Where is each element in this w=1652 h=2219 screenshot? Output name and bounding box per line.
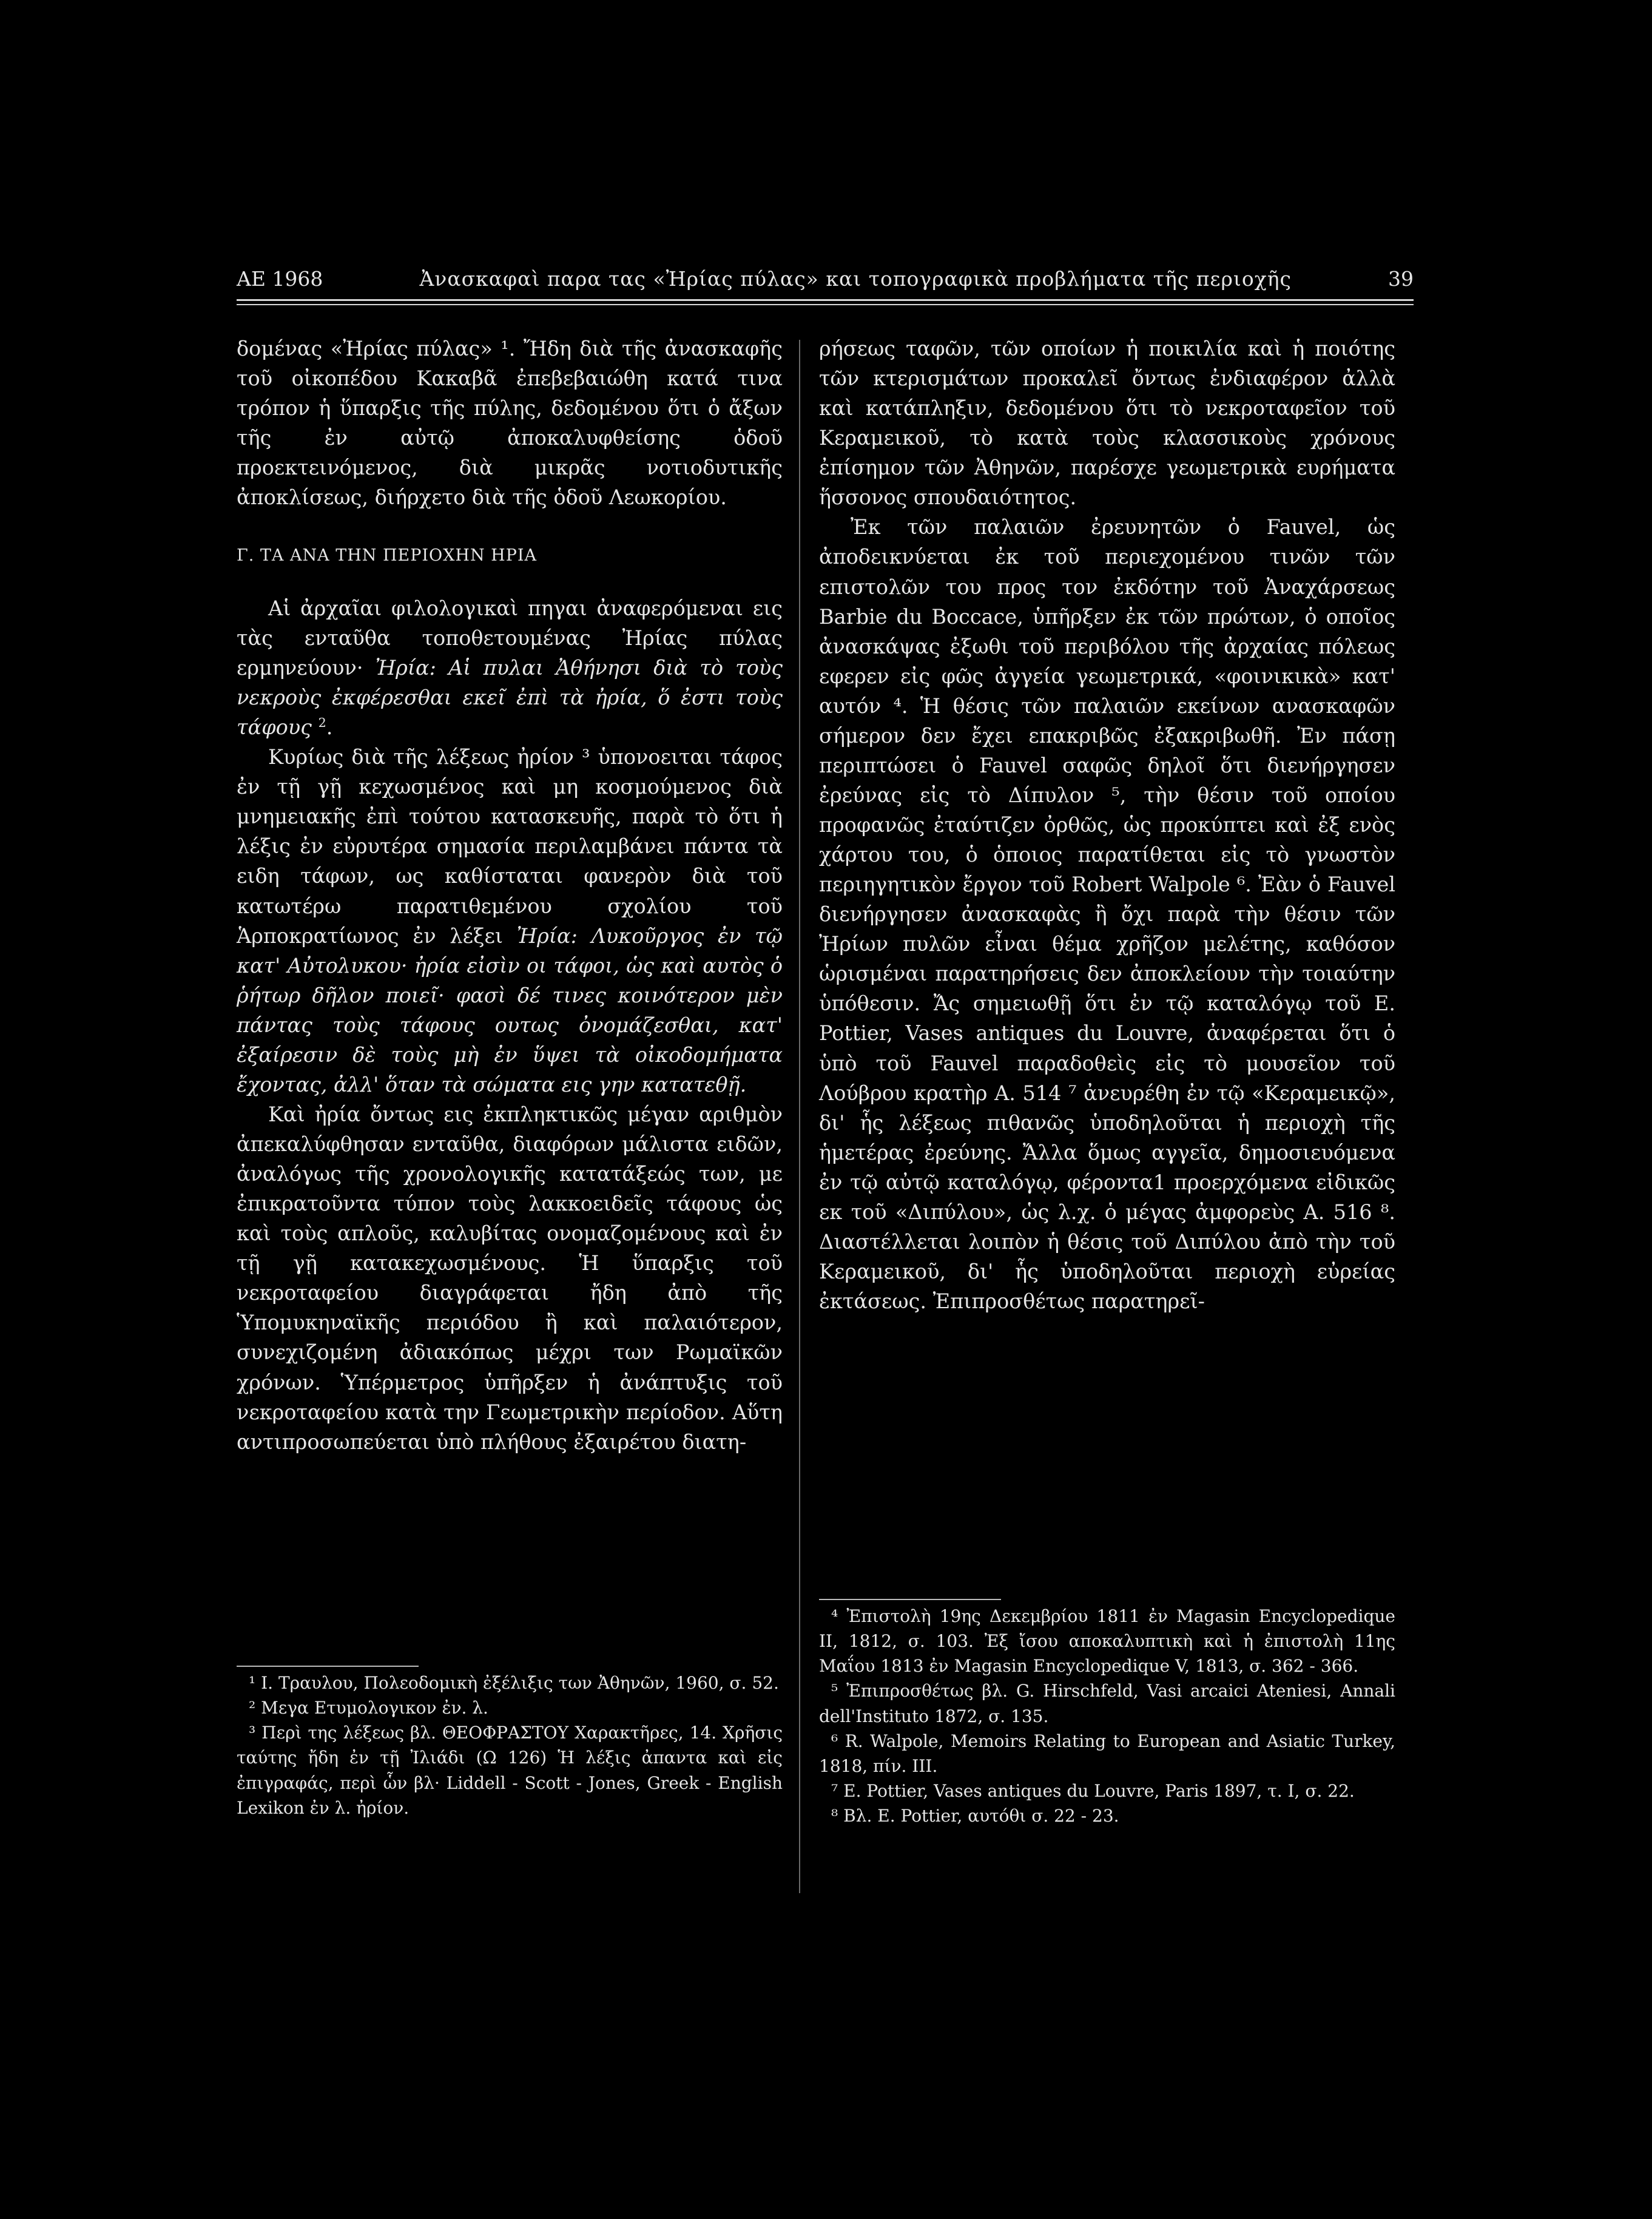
left-paragraph-3-quote: Ἠρία: Λυκοῦργος ἐν τῷ κατ' Αὐτολυκου· ἠρία εἰσὶν οι τάφοι, ὡς καὶ αυτὸς ὁ ῥήτωρ δῆλον ποιεῖ· φασὶ δέ τινες κοινότερον μὲν πάντας τοὺς τάφους ουτως ὀνομάζεσθαι, κατ' ἐξαίρεσιν δὲ τοὺς μὴ ἐν ὕψει τὰ οἰκοδομήματα ἔχοντας, ἀλλ' ὅταν τὰ σώματα εις γην κατατεθῇ. [237,924,783,1096]
footnote-7: ⁷ E. Pottier, Vases antiques du Louvre, Paris 1897, τ. I, σ. 22. [831,1781,1355,1802]
left-footnotes [237,1666,783,1820]
header-double-rule [237,304,1414,305]
footnote-rule [237,1666,419,1667]
right-column [819,334,1395,1316]
running-header [237,267,1414,301]
footnote-2: ² Μεγα Ετυμολογικον ἐν. λ. [249,1698,488,1718]
left-paragraph-2: Αἱ ἀρχαῖαι φιλολογικαὶ πηγαι ἀναφερόμεναι εις τὰς ενταῦθα τοποθετουμένας Ἠρίας πύλας ερμηνεύουν· Ἠρία: Αἱ πυλαι Ἀθήνησι διὰ τὸ τοὺς νεκροὺς ἐκφέρεσθαι εκεῖ ἐπὶ τὰ ἠρία, ὅ ἐστι τοὺς τάφους $^2$. [237,596,783,740]
left-paragraph-3 [237,742,783,1099]
left-paragraph-3-text: Κυρίως διὰ τῆς λέξεως ἠρίον ³ ὑπονοειται τάφος ἐν τῇ γῇ κεχωσμένος καὶ μη κοσμούμενος διὰ μνημειακῆς ἐπὶ τούτου κατασκευῆς, παρὰ τὸ ὅτι ἡ λέξις ἐν εὐρυτέρα σημασία περιλαμβάνει πάντα τὰ ειδη τάφων, ως καθίσταται φανερὸν διὰ τοῦ κατωτέρω παρατιθεμένου σχολίου τοῦ Ἁρποκρατίωνος ἐν λέξει [237,745,783,948]
footnote-4: ⁴ Ἐπιστολὴ 19ης Δεκεμβρίου 1811 ἐν Magasin Encyclopedique II, 1812, σ. 103. Ἐξ ἴσου αποκαλυπτικὴ καὶ ἡ ἐπιστολὴ 11ης Μαΐου 1813 ἐν Magasin Encyclopedique V, 1813, σ. 362 - 366. [819,1606,1395,1677]
left-column [237,334,783,1457]
left-paragraph-4: Καὶ ἠρία ὄντως εις ἐκπληκτικῶς μέγαν αριθμὸν ἀπεκαλύφθησαν ενταῦθα, διαφόρων μάλιστα ειδῶν, ἀναλόγως τῆς χρονολογικῆς κατατάξεώς των, με ἐπικρατοῦντα τύπον τοὺς λακκοειδεῖς τάφους ὡς καὶ τοὺς απλοῦς, καλυβίτας ονομαζομένους καὶ ἐν τῇ γῇ κατακεχωσμένους. Ἡ ὕπαρξις τοῦ νεκροταφείου διαγράφεται ἤδη ἀπὸ τῆς Ὑπομυκηναϊκῆς περιόδου ἢ καὶ παλαιότερον, συνεχιζομένη ἀδιακόπως μέχρι των Ρωμαϊκῶν χρόνων. Ὑπέρμετρος ὑπῆρξεν ἡ ἀνάπτυξις τοῦ νεκροταφείου κατὰ την Γεωμετρικὴν περίοδον. Αὕτη αντιπροσωπεύεται ὑπὸ πλήθους ἐξαιρέτου διατη- [237,1102,783,1454]
left-paragraph-1: δομένας «Ἠρίας πύλας» ¹. Ἤδη διὰ τῆς ἀνασκαφῆς τοῦ οἰκοπέδου Κακαβᾶ ἐπεβεβαιώθη κατά τινα τρόπον ἡ ὕπαρξις τῆς πύλης, δεδομένου ὅτι ὁ ἄξων τῆς ἐν αὐτῷ ἀποκαλυφθείσης ὁδοῦ προεκτεινόμενος, διὰ μικρᾶς νοτιοδυτικῆς ἀποκλίσεως, διήρχετο διὰ τῆς ὁδοῦ Λεωκορίου. [237,337,783,510]
footnote-6: ⁶ R. Walpole, Memoirs Relating to European and Asiatic Turkey, 1818, πίν. III. [819,1731,1395,1776]
footnote-ref-2: 2 [318,715,326,731]
right-paragraph-2: Ἐκ τῶν παλαιῶν ἐρευνητῶν ὁ Fauvel, ὡς ἀποδεικνύεται ἐκ τοῦ περιεχομένου τινῶν τῶν επιστολῶν του προς τον ἐκδότην τοῦ Ἀναχάρσεως Barbie du Boccace, ὑπῆρξεν ἐκ τῶν πρώτων, ὁ οποῖος ἀνασκάψας ἐξωθι τοῦ περιβόλου τῆς ἀρχαίας πόλεως εφερεν εἰς φῶς ἀγγεία γεωμετρικά, «φοινικικὰ» κατ' αυτόν ⁴. Ἡ θέσις τῶν παλαιῶν εκείνων ανασκαφῶν σήμερον δεν ἔχει επακριβῶς ἐξακριβωθῆ. Ἐν πάσῃ περιπτώσει ὁ Fauvel σαφῶς δηλοῖ ὅτι διενήργησεν ἐρεύνας εἰς τὸ Δίπυλον ⁵, τὴν θέσιν τοῦ οποίου προφανῶς ἐταύτιζεν ὀρθῶς, ὡς προκύπτει καὶ ἐξ ενὸς χάρτου του, ὁ ὁποιος παρατίθεται εἰς τὸ γνωστὸν περιηγητικὸν ἔργον τοῦ Robert Walpole ⁶. Ἐὰν ὁ Fauvel διενήργησεν ἀνασκαφὰς ἢ ὄχι παρὰ τὴν θέσιν τῶν Ἠρίων πυλῶν εἶναι θέμα χρῆζον μελέτης, καθόσον ὡρισμέναι παρατηρήσεις δεν ἀποκλείουν τὴν τοιαύτην ὑπόθεσιν. Ἄς σημειωθῇ ὅτι ἐν τῷ καταλόγῳ τοῦ E. Pottier, Vases antiques du Louvre, ἀναφέρεται ὅτι ὁ ὑπὸ τοῦ Fauvel παραδοθεὶς εἰς τὸ μουσεῖον τοῦ Λούβρου κρατὴρ A. 514 ⁷ ἀνευρέθη ἐν τῷ «Κεραμεικῷ», δι' ἧς λέξεως πιθανῶς ὑποδηλοῦται ἡ περιοχὴ τῆς ἡμετέρας ἐρεύνης. Ἄλλα ὅμως αγγεῖα, δημοσιευόμενα ἐν τῷ αὐτῷ καταλόγῳ, φέροντα1 προερχόμενα εἰδικῶς εκ τοῦ «Διπύλου», ὡς λ.χ. ὁ μέγας ἀμφορεὺς A. 516 ⁸. Διαστέλλεται λοιπὸν ἡ θέσις τοῦ Διπύλου ἀπὸ τὴν τοῦ Κεραμεικοῦ, δι' ἧς ὑποδηλοῦται περιοχὴ εὐρείας ἐκτάσεως. Ἐπιπροσθέτως παρατηρεῖ- [819,515,1395,1313]
left-paragraph-2-text: Αἱ ἀρχαῖαι φιλολογικαὶ πηγαι ἀναφερόμεναι εις τὰς ενταῦθα τοποθετουμένας Ἠρίας πύλας ερμηνεύουν· [237,596,783,680]
right-paragraph-1: ρήσεως ταφῶν, τῶν οποίων ἡ ποικιλία καὶ ἡ ποιότης τῶν κτερισμάτων προκαλεῖ ὄντως ἐνδιαφέρον ἀλλὰ καὶ κατάπληξιν, δεδομένου ὅτι τὸ νεκροταφεῖον τοῦ Κεραμεικοῦ, τὸ κατὰ τοὺς κλασσικοὺς χρόνους ἐπίσημον τῶν Ἀθηνῶν, παρέσχε γεωμετρικὰ ευρήματα ἥσσονος σπουδαιότητος. [819,337,1395,510]
footnote-8: ⁸ Βλ. E. Pottier, αυτόθι σ. 22 - 23. [831,1806,1119,1826]
footnote-3: ³ Περὶ της λέξεως βλ. ΘΕΟΦΡΑΣΤΟΥ Χαρακτῆρες, 14. Χρῆσις ταύτης ἤδη ἐν τῇ Ἰλιάδι (Ω 126) Ἡ λέξις ἀπαντα καὶ εἰς ἐπιγραφάς, περὶ ὧν βλ· Liddell - Scott - Jones, Greek - English Lexikon ἐν λ. ἠρίον. [237,1723,783,1818]
footnote-1: ¹ Ι. Τραυλου, Πολεοδομικὴ ἐξέλιξις των Ἀθηνῶν, 1960, σ. 52. [249,1673,779,1693]
page-number: 39 [1388,267,1414,291]
running-title: Ἀνασκαφαὶ παρα τας «Ἠρίας πύλας» και τοπογραφικὰ προβλήματα τῆς περιοχῆς [419,267,1292,291]
footnote-rule-right [819,1599,1001,1600]
journal-issue: ΑΕ 1968 [237,267,323,291]
column-divider [799,340,800,1893]
right-footnotes [819,1599,1395,1828]
section-heading: Γ. ΤΑ ΑΝΑ ΤΗΝ ΠΕΡΙΟΧΗΝ ΗΡΙΑ [237,546,538,566]
footnote-5: ⁵ Ἐπιπροσθέτως βλ. G. Hirschfeld, Vasi arcaici Ateniesi, Annali dell'Instituto 1872, σ. 135. [819,1681,1395,1726]
left-paragraph-2-quote: Ἠρία: Αἱ πυλαι Ἀθήνησι διὰ τὸ τοὺς νεκροὺς ἐκφέρεσθαι εκεῖ ἐπὶ τὰ ἠρία, ὅ ἐστι τοὺς τάφους [237,656,783,740]
